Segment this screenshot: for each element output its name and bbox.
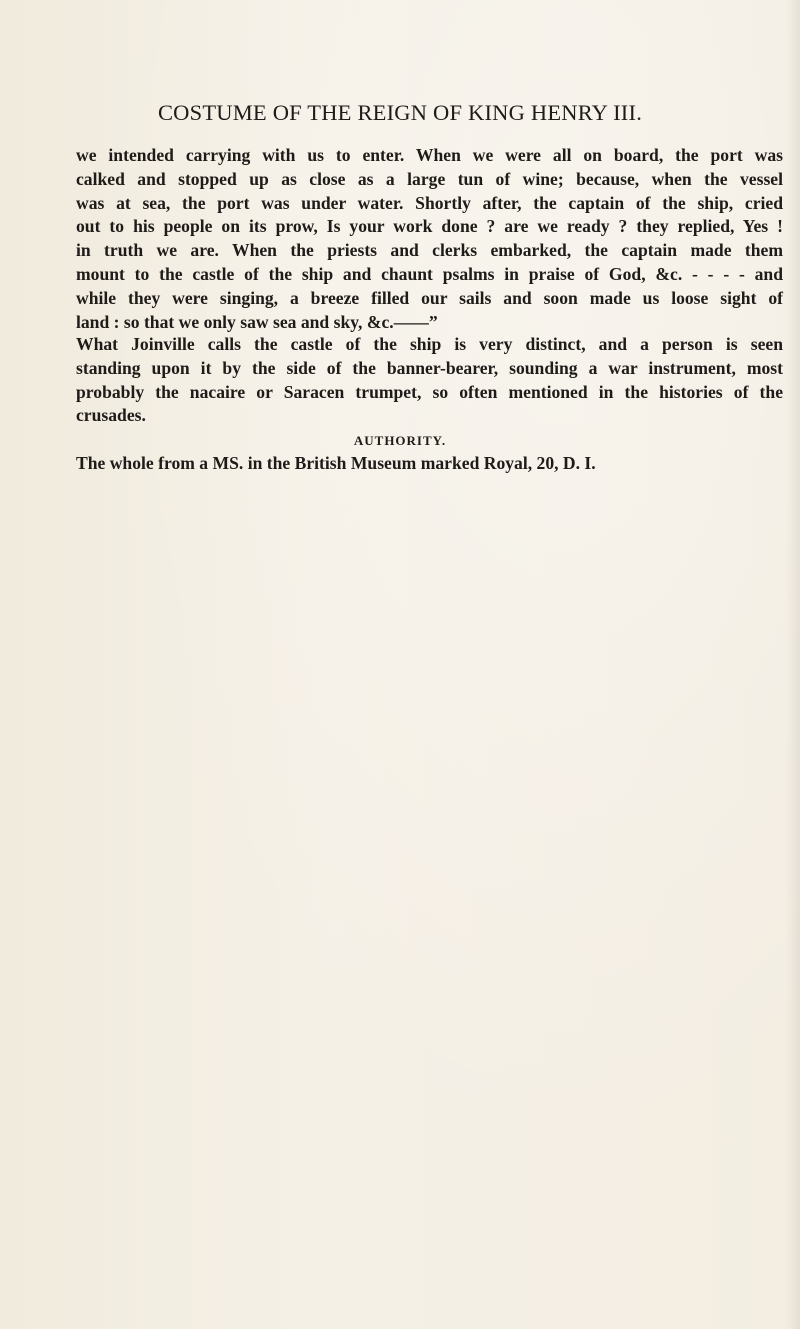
authority-heading: AUTHORITY. [353, 433, 447, 448]
page-edge-shadow [786, 0, 800, 1329]
text-line: standing upon it by the side of the banner-bearer, sounding a war instrument, most [76, 357, 783, 378]
text-line: What Joinville calls the castle of the ship is very distinct, and a person is seen [76, 334, 783, 354]
text-line: in truth we are. When the priests and clerks embarked, the captain made them [76, 240, 783, 261]
text-line: calked and stopped up as close as a large tun of wine; because, when the vessel [76, 168, 783, 189]
text-line: we intended carrying with us to enter. When we were all on board, the port was [76, 145, 783, 165]
paragraph-voyage-quote [76, 144, 783, 334]
paragraph-castle-description [76, 333, 783, 428]
text-line: while they were singing, a breeze filled our sails and soon made us loose sight of [76, 287, 783, 308]
text-line: out to his people on its prow, Is your work done ? are we ready ? they replied, Yes ! [76, 216, 783, 237]
text-line: was at sea, the port was under water. Shortly after, the captain of the ship, cried [76, 192, 783, 213]
text-line: probably the nacaire or Saracen trumpet, so often mentioned in the histories of the [76, 381, 783, 402]
text-line: mount to the castle of the ship and chaunt psalms in praise of God, &c. - - - - and [76, 263, 783, 284]
running-head: COSTUME OF THE REIGN OF KING HENRY III. [157, 100, 643, 125]
text-line: land : so that we only saw sea and sky, &c.——” [76, 311, 438, 332]
authority-source-text: The whole from a MS. in the British Museum marked Royal, 20, D. I. [76, 453, 596, 473]
text-line: crusades. [76, 405, 146, 426]
